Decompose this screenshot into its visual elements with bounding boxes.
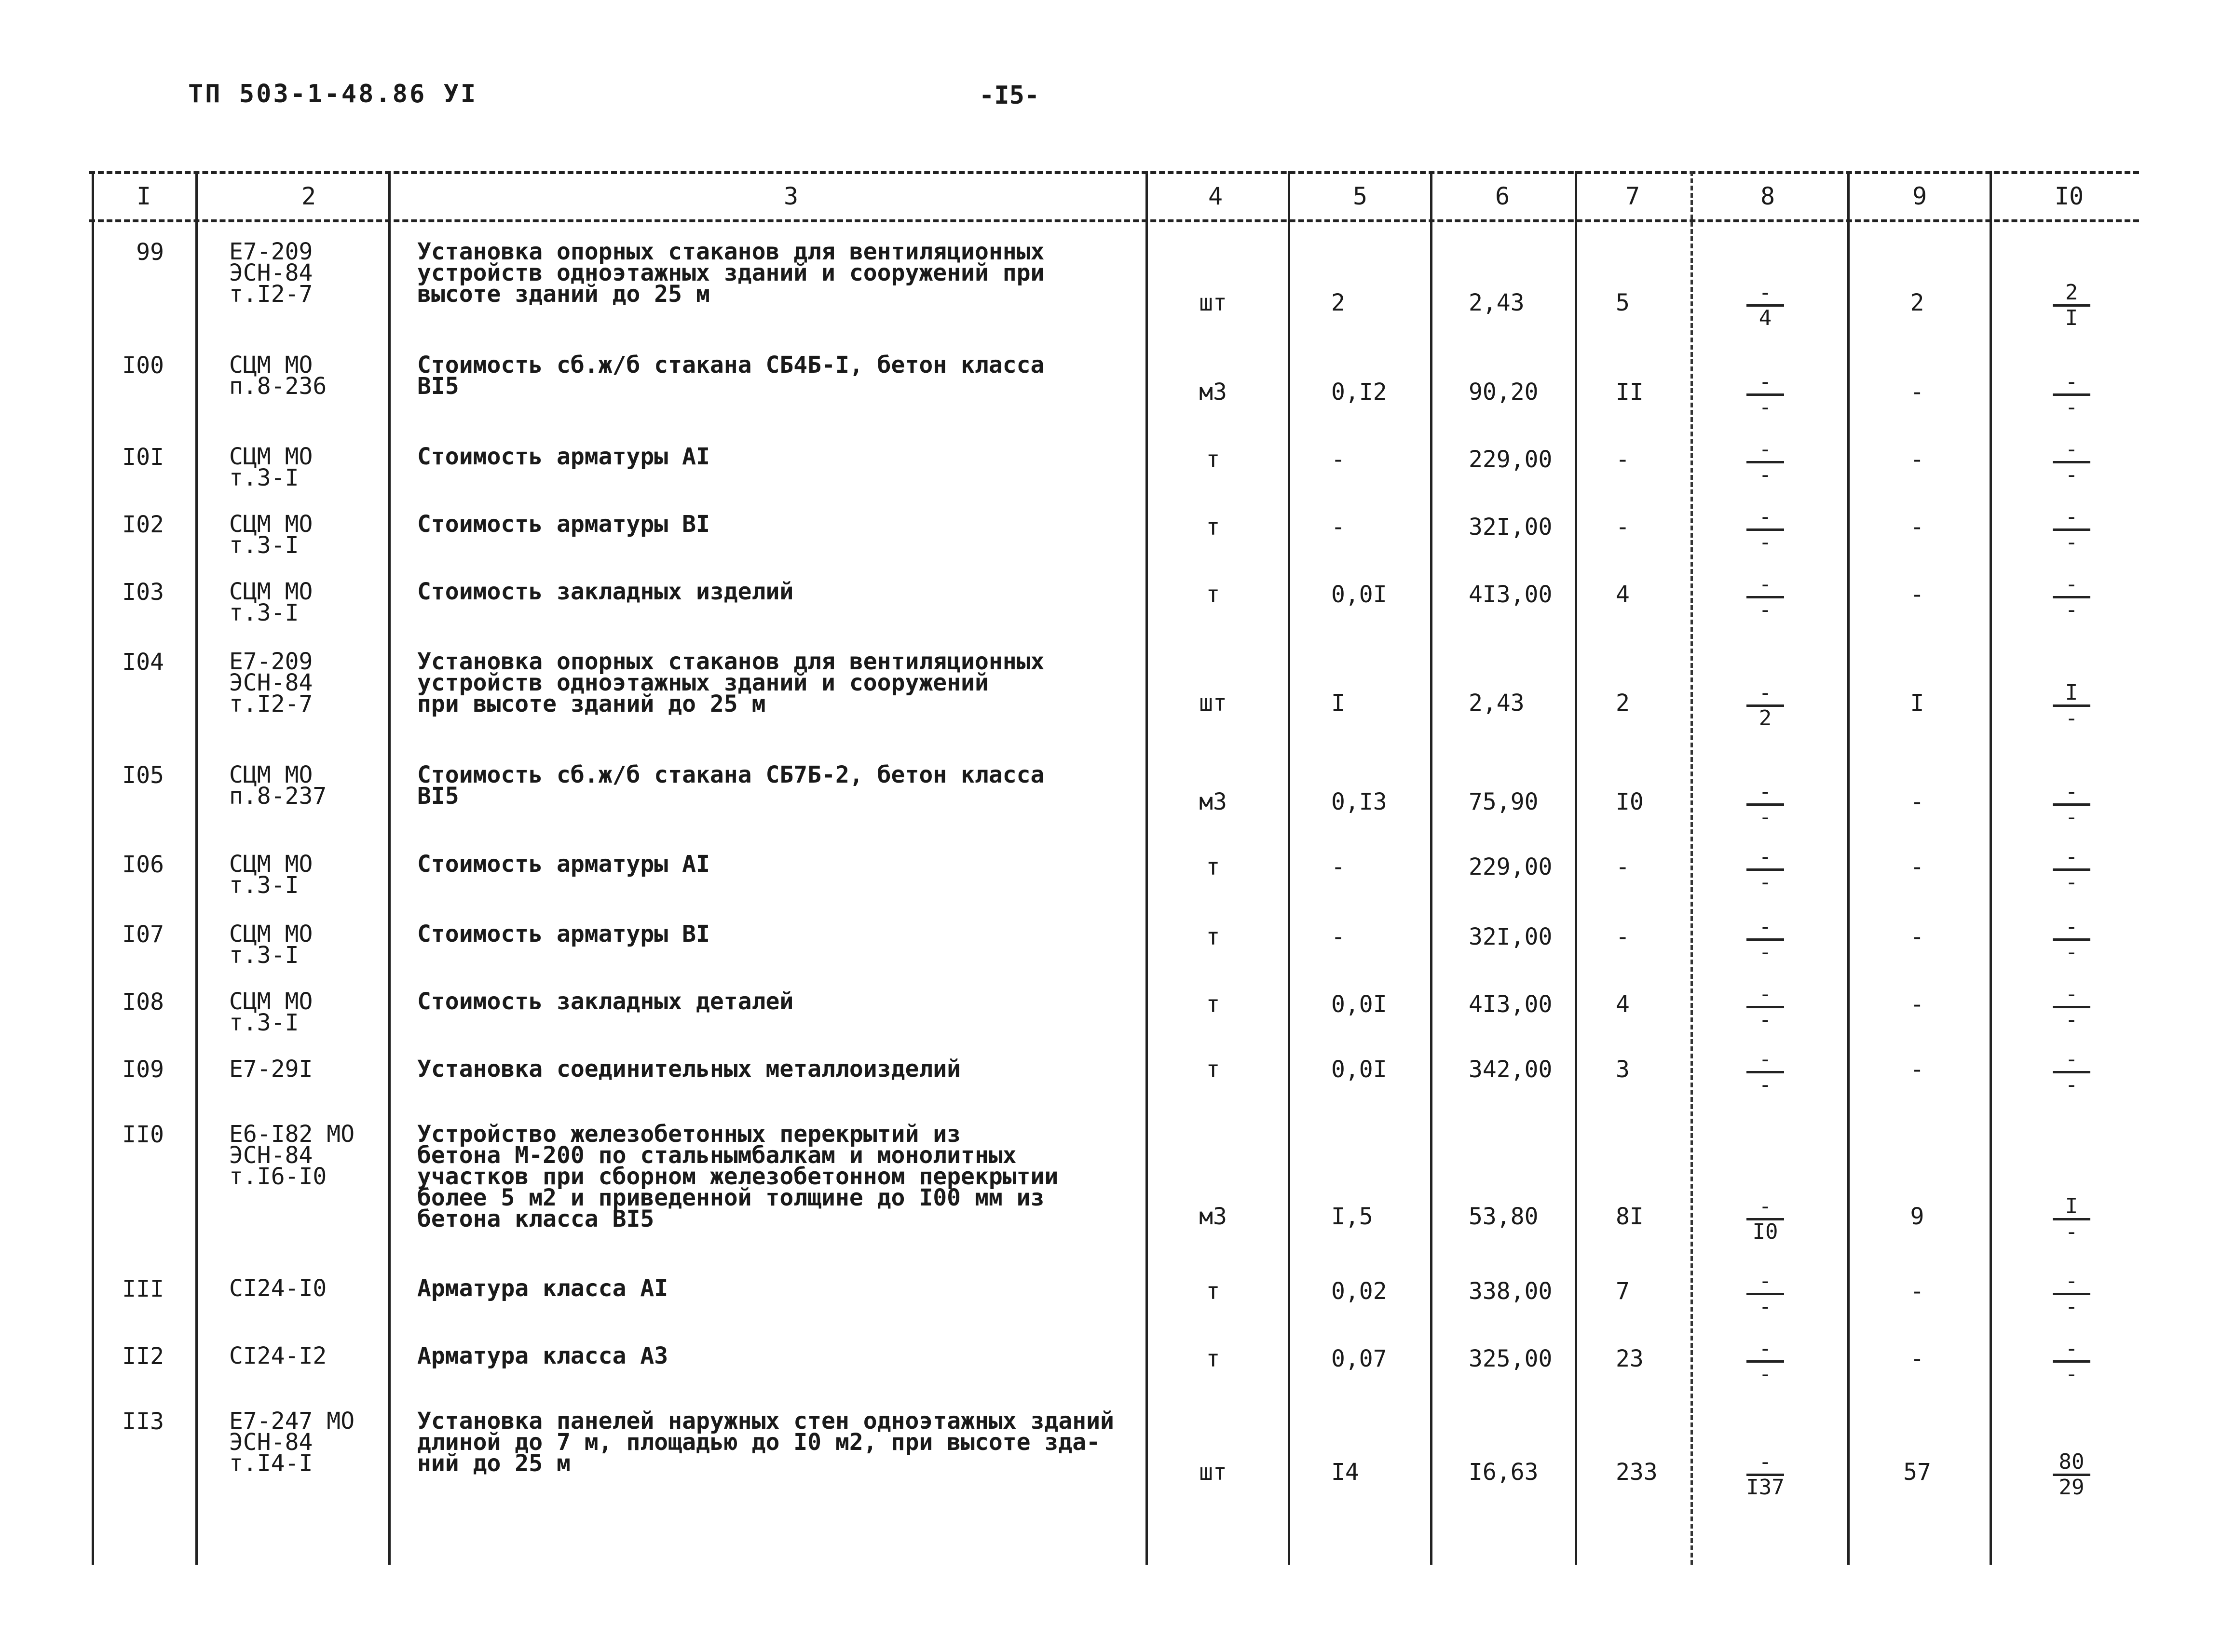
column-divider [1288, 171, 1290, 1565]
col8-value [1744, 781, 1787, 828]
row-price: 32I,00 [1469, 514, 1553, 541]
fraction-top: - [1759, 1336, 1772, 1361]
col9-value: - [1910, 1278, 1924, 1305]
row-code: Е7-209 ЭСН-84 т.I2-7 [229, 648, 313, 718]
fraction-bottom: - [1759, 395, 1772, 420]
row-description: Стоимость арматуры ВI [417, 511, 710, 538]
fraction-bottom: - [2065, 1219, 2078, 1244]
row-price: 53,80 [1469, 1203, 1539, 1230]
col8-value [1744, 1049, 1787, 1096]
row-total: - [1616, 853, 1630, 880]
row-unit: шт [1199, 289, 1227, 316]
fraction-top: - [1759, 572, 1772, 596]
col10-value [2050, 439, 2093, 486]
col9-value: - [1910, 514, 1924, 541]
col10-value [2050, 1271, 2093, 1317]
row-price: 342,00 [1469, 1056, 1553, 1083]
col8-value [1744, 1196, 1787, 1243]
fraction-bottom: - [1759, 1007, 1772, 1032]
row-total: - [1616, 923, 1630, 950]
fraction-top: - [2065, 1269, 2078, 1293]
row-number: I02 [122, 511, 164, 538]
row-number: II0 [122, 1121, 164, 1148]
col10-value [2050, 1338, 2093, 1385]
fraction-top: - [1759, 1269, 1772, 1293]
row-number: I0I [122, 444, 164, 471]
row-code: СЦМ МО т.3-I [229, 921, 313, 969]
column-divider [1847, 171, 1850, 1565]
row-unit: м3 [1199, 788, 1227, 815]
fraction-bottom: - [2065, 1362, 2078, 1386]
row-description: Стоимость закладных изделий [417, 578, 794, 605]
column-header: 4 [1208, 182, 1223, 210]
row-quantity: I,5 [1331, 1203, 1373, 1230]
fraction-top: I [2065, 1194, 2078, 1219]
fraction-bottom: - [2065, 706, 2078, 731]
row-description: Стоимость арматуры АI [417, 851, 710, 878]
fraction-top: - [2065, 437, 2078, 461]
fraction-top: - [1759, 280, 1772, 305]
column-header: I0 [2054, 182, 2084, 210]
row-number: II2 [122, 1343, 164, 1370]
row-price: 338,00 [1469, 1278, 1553, 1305]
fraction-bottom: 2 [1759, 706, 1772, 731]
col10-value [2050, 506, 2093, 553]
fraction-bottom: - [2065, 940, 2078, 964]
fraction-top: 80 [2058, 1449, 2085, 1474]
row-unit: м3 [1199, 1203, 1227, 1230]
fraction-bottom: - [2065, 395, 2078, 420]
header-bottom-rule [89, 219, 2139, 222]
col8-value [1744, 682, 1787, 729]
col9-value: - [1910, 446, 1924, 473]
column-divider [1145, 171, 1148, 1565]
row-total: 4 [1616, 581, 1630, 608]
row-price: 4I3,00 [1469, 991, 1553, 1018]
row-price: 2,43 [1469, 690, 1525, 717]
fraction-bottom: - [2065, 597, 2078, 622]
row-description: Установка соединительных металлоизделий [417, 1056, 961, 1083]
row-description: Арматура класса АI [417, 1275, 668, 1302]
page-number: -I5- [979, 81, 1040, 110]
fraction-bottom: - [2065, 870, 2078, 894]
row-price: 2,43 [1469, 289, 1525, 316]
row-description: Стоимость сб.ж/б стакана СБ4Б-I, бетон класса ВI5 [417, 352, 1045, 400]
row-total: - [1616, 446, 1630, 473]
fraction-top: - [2065, 504, 2078, 529]
row-unit: т [1206, 991, 1220, 1018]
col8-value [1744, 1451, 1787, 1498]
fraction-top: - [1759, 437, 1772, 461]
col10-value [2050, 682, 2093, 729]
column-header: 9 [1912, 182, 1927, 210]
fraction-bottom: - [1759, 1072, 1772, 1097]
fraction-top: - [1759, 844, 1772, 869]
row-unit: т [1206, 853, 1220, 880]
row-price: 4I3,00 [1469, 581, 1553, 608]
column-divider [195, 171, 198, 1565]
row-code: СI24-I0 [229, 1275, 327, 1302]
column-header: 7 [1625, 182, 1640, 210]
row-unit: шт [1199, 690, 1227, 717]
column-divider [1430, 171, 1432, 1565]
row-quantity: I [1331, 690, 1345, 717]
row-unit: шт [1199, 1459, 1227, 1486]
col10-value [2050, 984, 2093, 1030]
row-unit: т [1206, 514, 1220, 541]
col9-value: - [1910, 991, 1924, 1018]
row-code: СЦМ МО п.8-237 [229, 761, 327, 810]
col8-value [1744, 371, 1787, 418]
column-divider [1690, 171, 1693, 1565]
col10-value [2050, 574, 2093, 621]
fraction-top: - [2065, 982, 2078, 1006]
row-number: I05 [122, 762, 164, 789]
row-price: 90,20 [1469, 379, 1539, 406]
row-unit: т [1206, 923, 1220, 950]
fraction-bottom: - [1759, 940, 1772, 964]
row-code: СЦМ МО т.3-I [229, 988, 313, 1036]
column-header: 3 [783, 182, 799, 210]
col8-value [1744, 574, 1787, 621]
col9-value: - [1910, 853, 1924, 880]
fraction-bottom: - [1759, 805, 1772, 829]
fraction-top: - [1759, 1194, 1772, 1219]
col10-value [2050, 371, 2093, 418]
col10-value [2050, 916, 2093, 963]
fraction-top: - [1759, 680, 1772, 705]
fraction-top: - [1759, 779, 1772, 804]
row-unit: т [1206, 1345, 1220, 1372]
row-code: Е7-29I [229, 1056, 313, 1083]
row-quantity: 0,0I [1331, 581, 1387, 608]
fraction-top: - [1759, 504, 1772, 529]
row-code: Е6-I82 МО ЭСН-84 т.I6-I0 [229, 1121, 355, 1190]
column-divider [1990, 171, 1992, 1565]
col10-value [2050, 282, 2093, 329]
row-code: СЦМ МО т.3-I [229, 443, 313, 491]
row-number: I09 [122, 1056, 164, 1083]
col9-value: - [1910, 1056, 1924, 1083]
row-price: I6,63 [1469, 1459, 1539, 1486]
fraction-bottom: - [2065, 530, 2078, 555]
row-description: Стоимость арматуры АI [417, 443, 710, 470]
row-unit: т [1206, 1056, 1220, 1083]
fraction-top: - [2065, 914, 2078, 939]
row-price: 229,00 [1469, 446, 1553, 473]
col9-value: - [1910, 923, 1924, 950]
col9-value: I [1910, 690, 1924, 717]
fraction-bottom: - [2065, 1007, 2078, 1032]
fraction-bottom: - [1759, 1294, 1772, 1319]
col8-value [1744, 1271, 1787, 1317]
fraction-bottom: - [1759, 1362, 1772, 1386]
row-total: 4 [1616, 991, 1630, 1018]
row-total: 23 [1616, 1345, 1644, 1372]
row-number: I07 [122, 921, 164, 948]
fraction-top: - [2065, 572, 2078, 596]
row-total: 2 [1616, 690, 1630, 717]
column-header: 2 [301, 182, 316, 210]
col8-value [1744, 984, 1787, 1030]
row-description: Установка опорных стаканов для вентиляционных устройств одноэтажных зданий и сооружений при высоте зданий до 25 м [417, 648, 1045, 718]
row-total: 3 [1616, 1056, 1630, 1083]
fraction-top: - [1759, 369, 1772, 394]
col10-value [2050, 1049, 2093, 1096]
col8-value [1744, 846, 1787, 893]
row-total: I0 [1616, 788, 1644, 815]
col10-value [2050, 846, 2093, 893]
row-quantity: - [1331, 446, 1345, 473]
row-quantity: 0,07 [1331, 1345, 1387, 1372]
row-description: Устройство железобетонных перекрытий из бетона М-200 по стальнымбалкам и монолитных участков при сборном железобетонном перекрытии более 5 м2 и приведенной толщине до I00 мм из бетона класса ВI5 [417, 1121, 1059, 1232]
row-quantity: 0,0I [1331, 991, 1387, 1018]
col8-value [1744, 439, 1787, 486]
fraction-bottom: I37 [1746, 1475, 1785, 1500]
fraction-bottom: 29 [2058, 1475, 2085, 1500]
col8-value [1744, 1338, 1787, 1385]
row-total: 7 [1616, 1278, 1630, 1305]
row-unit: т [1206, 446, 1220, 473]
row-quantity: 0,0I [1331, 1056, 1387, 1083]
fraction-top: - [1759, 1047, 1772, 1071]
col9-value: - [1910, 379, 1924, 406]
fraction-top: - [2065, 369, 2078, 394]
col9-value: - [1910, 581, 1924, 608]
row-number: II3 [122, 1408, 164, 1435]
row-description: Арматура класса А3 [417, 1342, 668, 1369]
col9-value: 57 [1903, 1459, 1931, 1486]
row-total: II [1616, 379, 1644, 406]
row-number: I00 [122, 352, 164, 379]
row-total: 5 [1616, 289, 1630, 316]
column-divider [1575, 171, 1577, 1565]
row-code: СЦМ МО п.8-236 [229, 352, 327, 400]
column-header: 8 [1760, 182, 1775, 210]
row-description: Стоимость закладных деталей [417, 988, 794, 1015]
header-top-rule [89, 171, 2139, 174]
column-divider [388, 171, 391, 1565]
row-unit: м3 [1199, 379, 1227, 406]
row-total: 233 [1616, 1459, 1658, 1486]
fraction-top: - [1759, 914, 1772, 939]
fraction-bottom: - [1759, 597, 1772, 622]
row-description: Установка панелей наружных стен одноэтажных зданий длиной до 7 м, площадью до I0 м2, при высоте зда- ний до 25 м [417, 1408, 1114, 1477]
row-code: СЦМ МО т.3-I [229, 851, 313, 899]
doc-code: ТП 503-1-48.86 УI [188, 80, 478, 108]
column-header: 6 [1495, 182, 1510, 210]
fraction-bottom: - [2065, 462, 2078, 487]
col10-value [2050, 781, 2093, 828]
fraction-bottom: - [1759, 530, 1772, 555]
row-description: Стоимость арматуры ВI [417, 921, 710, 948]
row-total: 8I [1616, 1203, 1644, 1230]
fraction-bottom: I0 [1752, 1219, 1778, 1244]
row-total: - [1616, 514, 1630, 541]
fraction-top: - [2065, 844, 2078, 869]
row-number: I06 [122, 851, 164, 878]
row-quantity: 0,I3 [1331, 788, 1387, 815]
fraction-bottom: - [1759, 462, 1772, 487]
row-price: 75,90 [1469, 788, 1539, 815]
fraction-bottom: - [2065, 1072, 2078, 1097]
fraction-top: - [2065, 1336, 2078, 1361]
fraction-top: - [1759, 1449, 1772, 1474]
row-number: I03 [122, 579, 164, 606]
fraction-top: I [2065, 680, 2078, 705]
row-number: I08 [122, 988, 164, 1016]
column-header: I [136, 182, 151, 210]
col9-value: 9 [1910, 1203, 1924, 1230]
row-code: СЦМ МО т.3-I [229, 511, 313, 559]
row-unit: т [1206, 581, 1220, 608]
row-quantity: I4 [1331, 1459, 1359, 1486]
row-description: Установка опорных стаканов для вентиляционных устройств одноэтажных зданий и сооружений при высоте зданий до 25 м [417, 238, 1045, 308]
column-header: 5 [1352, 182, 1368, 210]
fraction-top: - [1759, 982, 1772, 1006]
fraction-bottom: - [1759, 870, 1772, 894]
row-quantity: - [1331, 923, 1345, 950]
fraction-top: - [2065, 1047, 2078, 1071]
row-number: 99 [136, 239, 164, 266]
col8-value [1744, 282, 1787, 329]
row-number: III [122, 1275, 164, 1302]
row-quantity: - [1331, 514, 1345, 541]
col10-value [2050, 1196, 2093, 1243]
row-quantity: 0,I2 [1331, 379, 1387, 406]
col9-value: - [1910, 788, 1924, 815]
fraction-bottom: - [2065, 805, 2078, 829]
row-price: 229,00 [1469, 853, 1553, 880]
row-code: СЦМ МО т.3-I [229, 578, 313, 626]
fraction-bottom: 4 [1759, 306, 1772, 330]
row-description: Стоимость сб.ж/б стакана СБ7Б-2, бетон класса ВI5 [417, 761, 1045, 810]
fraction-top: 2 [2065, 280, 2078, 305]
col10-value [2050, 1451, 2093, 1498]
col9-value: - [1910, 1345, 1924, 1372]
row-code: Е7-209 ЭСН-84 т.I2-7 [229, 238, 313, 308]
row-quantity: 0,02 [1331, 1278, 1387, 1305]
row-number: I04 [122, 649, 164, 676]
row-code: СI24-I2 [229, 1342, 327, 1369]
fraction-top: - [2065, 779, 2078, 804]
row-quantity: - [1331, 853, 1345, 880]
fraction-bottom: - [2065, 1294, 2078, 1319]
row-price: 325,00 [1469, 1345, 1553, 1372]
fraction-bottom: I [2065, 306, 2078, 330]
row-quantity: 2 [1331, 289, 1345, 316]
row-unit: т [1206, 1278, 1220, 1305]
col8-value [1744, 506, 1787, 553]
row-price: 32I,00 [1469, 923, 1553, 950]
col8-value [1744, 916, 1787, 963]
col9-value: 2 [1910, 289, 1924, 316]
row-code: Е7-247 МО ЭСН-84 т.I4-I [229, 1408, 355, 1477]
